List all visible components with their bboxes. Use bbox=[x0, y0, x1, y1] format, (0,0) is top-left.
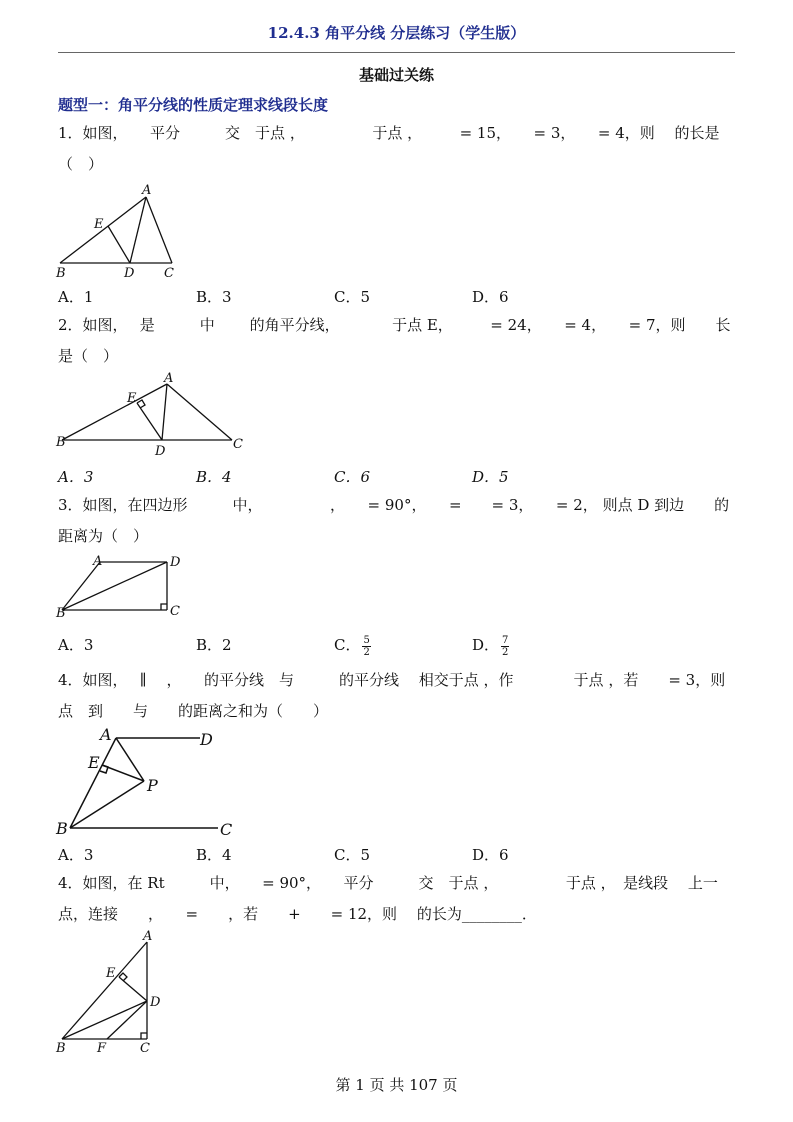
page-header: 12.4.3 角平分线 分层练习（学生版） bbox=[267, 24, 526, 42]
option-a[interactable]: A．3 bbox=[58, 468, 94, 486]
figure-label: P bbox=[147, 776, 158, 795]
fraction-numerator: 7 bbox=[502, 634, 509, 646]
figure-label: C bbox=[164, 266, 174, 281]
page-footer: 第 1 页 共 107 页 bbox=[335, 1076, 458, 1094]
figure-label: B bbox=[56, 606, 66, 621]
figure-label: B bbox=[56, 435, 66, 450]
topic-title: 题型一：角平分线的性质定理求线段长度 bbox=[58, 96, 329, 114]
figure-label: A bbox=[164, 371, 174, 386]
option-d[interactable] bbox=[472, 634, 509, 658]
figure-label: E bbox=[94, 217, 104, 232]
question-5-text: 4．如图，在 Rt 中， = 90°， 平分 交 于点 ， 于点 ， 是线段 上一点，连接 ， = ，若 + = 12，则 的长为________． bbox=[58, 874, 718, 923]
option-c[interactable] bbox=[334, 634, 371, 658]
fraction-numerator: 5 bbox=[363, 634, 370, 646]
figure-label: D bbox=[150, 995, 161, 1010]
figure-label: B bbox=[56, 266, 66, 281]
option-b[interactable]: B．4 bbox=[196, 468, 232, 486]
question-5-figure bbox=[50, 928, 180, 1058]
section-title: 基础过关练 bbox=[358, 66, 434, 84]
figure-label: A bbox=[100, 725, 112, 744]
figure-label: D bbox=[155, 444, 166, 459]
option-d-label: D． bbox=[472, 636, 500, 654]
question-1-text: 1．如图， 平分 交 于点 ， 于点 ， = 15， = 3， = 4，则 的长是（ ） bbox=[58, 124, 720, 173]
option-a[interactable]: A．3 bbox=[58, 636, 94, 654]
option-d[interactable]: D．6 bbox=[472, 288, 509, 306]
option-a[interactable]: A．3 bbox=[58, 846, 94, 864]
figure-label: D bbox=[200, 730, 213, 749]
question-4-figure bbox=[50, 725, 250, 840]
question-2-figure bbox=[50, 372, 250, 462]
option-c[interactable]: C．5 bbox=[334, 846, 371, 864]
question-2-text: 2．如图， 是 中 的角平分线， 于点 E， = 24， = 4， = 7，则 长是（ ） bbox=[58, 316, 731, 365]
option-b[interactable]: B．4 bbox=[196, 846, 232, 864]
figure-label: B bbox=[56, 1041, 66, 1056]
fraction-denominator: 2 bbox=[363, 646, 370, 658]
figure-label: D bbox=[124, 266, 135, 281]
figure-label: E bbox=[88, 753, 100, 772]
header-divider bbox=[58, 52, 735, 53]
figure-label: B bbox=[56, 819, 68, 838]
option-c[interactable]: C．6 bbox=[334, 468, 371, 486]
option-c-label: C． bbox=[334, 636, 361, 654]
option-a[interactable]: A．1 bbox=[58, 288, 94, 306]
figure-label: A bbox=[93, 554, 103, 569]
fraction bbox=[362, 635, 370, 658]
question-3-figure bbox=[50, 552, 190, 622]
figure-label: E bbox=[106, 966, 116, 981]
figure-label: C bbox=[170, 604, 180, 619]
figure-label: F bbox=[97, 1041, 107, 1056]
option-b[interactable]: B．2 bbox=[196, 636, 232, 654]
fraction-denominator: 2 bbox=[502, 646, 509, 658]
question-4-text: 4．如图， ∥ ， 的平分线 与 的平分线 相交于点 ，作 于点 ，若 = 3，则点 到 与 的距离之和为（ ） bbox=[58, 671, 726, 720]
figure-label: A bbox=[142, 183, 152, 198]
question-3-text: 3．如图，在四边形 中， ， = 90°， = = 3， = 2， 则点 D 到边 的距离为（ ） bbox=[58, 496, 730, 545]
figure-label: C bbox=[140, 1041, 150, 1056]
figure-label: C bbox=[220, 820, 233, 839]
figure-label: E bbox=[127, 391, 137, 406]
fraction bbox=[501, 635, 509, 658]
option-b[interactable]: B．3 bbox=[196, 288, 232, 306]
option-d[interactable]: D．6 bbox=[472, 846, 509, 864]
option-c[interactable]: C．5 bbox=[334, 288, 371, 306]
figure-label: D bbox=[170, 555, 181, 570]
option-d[interactable]: D．5 bbox=[472, 468, 509, 486]
figure-label: A bbox=[143, 929, 153, 944]
figure-label: C bbox=[233, 437, 243, 452]
question-1-figure bbox=[50, 180, 190, 280]
